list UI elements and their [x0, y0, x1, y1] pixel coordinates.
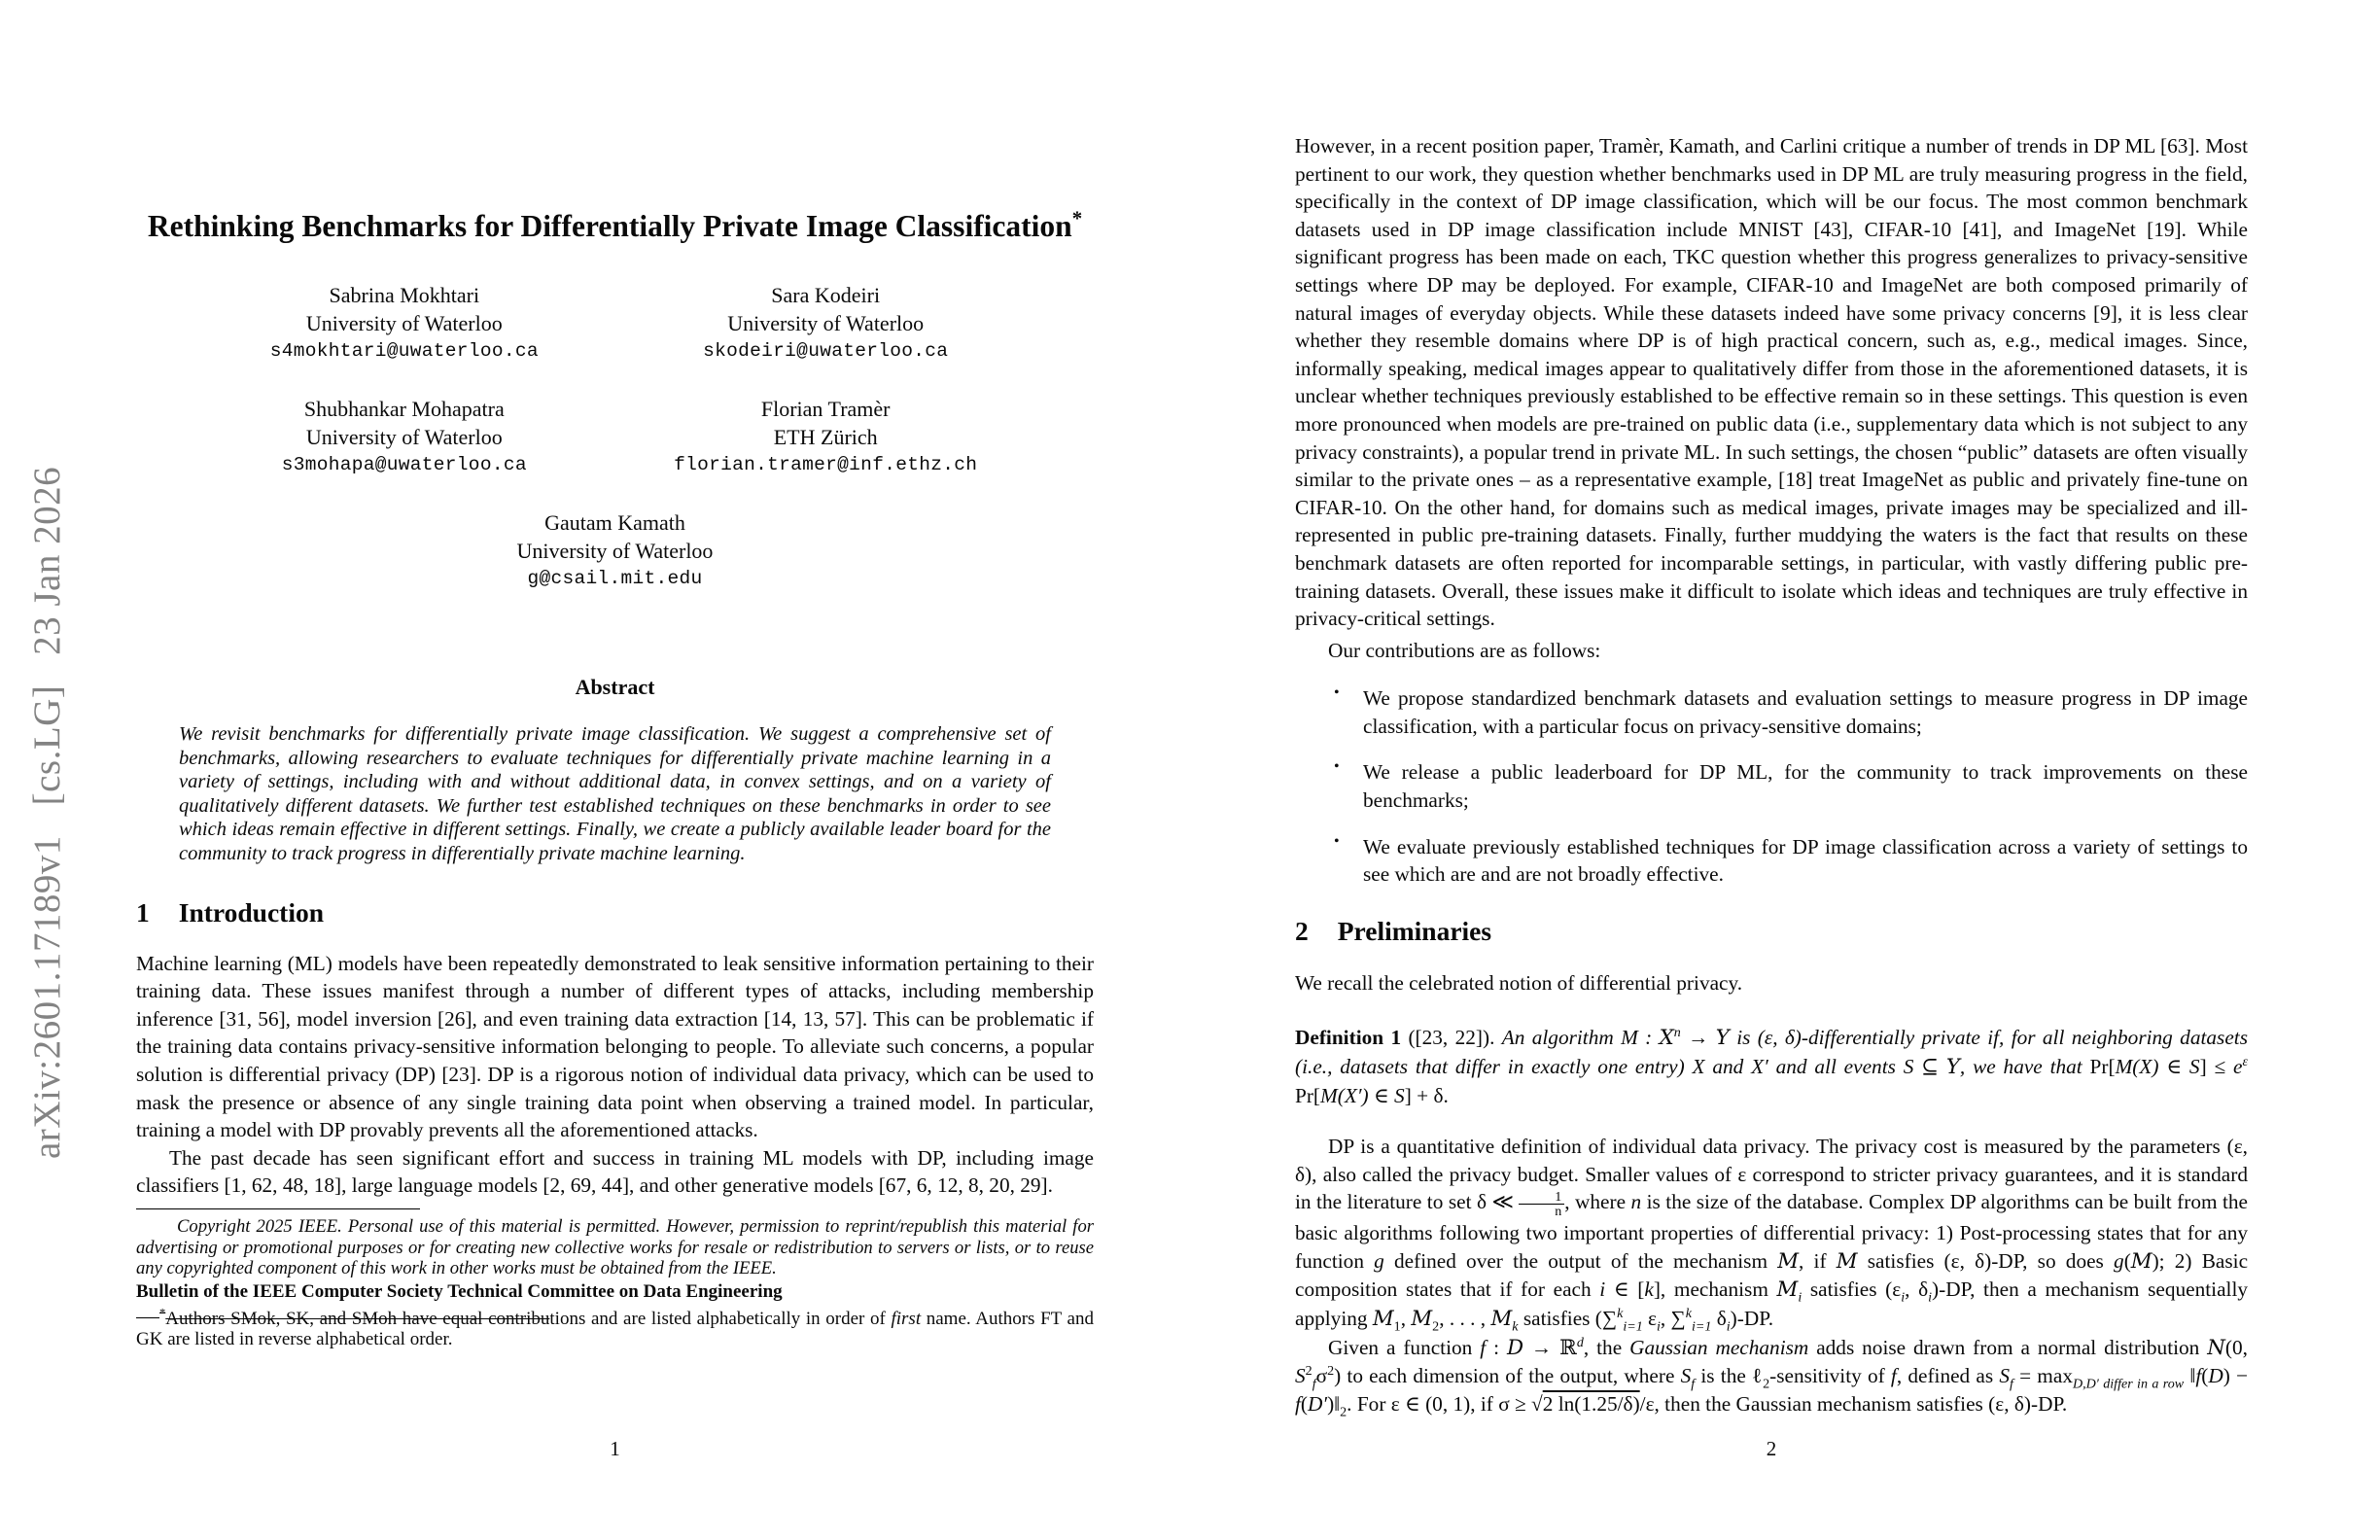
author-affiliation: University of Waterloo — [727, 311, 925, 335]
contributions-list — [1295, 684, 2248, 889]
section-heading-introduction — [136, 896, 1094, 929]
page-number-2: 2 — [1766, 1437, 1777, 1460]
intro-paragraph-1: Machine learning (ML) models have been repeatedly demonstrated to leak sensitive information pertaining to their training data. These issues manifest through a number of different types of attacks, including membership inference [31, 56], model inversion [26], and even training data extraction [14, 13, 57]. This can be problematic if the training data contains privacy-sensitive information belonging to people. To alleviate such concerns, a popular solution is differential privacy (DP) [23]. DP is a rigorous notion of individual data privacy, which can be used to mask the presence or absence of any single training data point when observing a trained model. In particular, training a model with DP provably prevents all the aforementioned attacks. — [136, 951, 1094, 1142]
author-row — [136, 281, 1094, 366]
author-email: skodeiri@uwaterloo.ca — [703, 340, 949, 362]
intro-paragraph-2: The past decade has seen significant effort and success in training ML models with DP, including image classifiers [1, 62, 48, 18], large language models [2, 69, 44], and other generative models [67, 6, 12, 8, 20, 29]. — [136, 1145, 1094, 1198]
list-item — [1295, 833, 2248, 889]
paper-title: Rethinking Benchmarks for Differentially Private Image Classification* — [147, 207, 1083, 243]
author-affiliation: University of Waterloo — [305, 425, 503, 449]
gaussian-mechanism-paragraph: Given a function f : D → ℝ$^d$, the Gaussian mechanism adds noise drawn from a normal distribution N(0, $S^2_f\sigma^2$) to each dimension of the output, where $S_f$ is the ℓ$_2$-sensitivity of f, defined as $S_f = \max_{D,D' differ in a row}$ ‖f(D) − $f(D')‖_2$. For ε ∈ (0, 1), if σ ≥ √2 ln(1.25/δ)/ε, then the Gaussian mechanism satisfies (ε, δ)-DP. — [1295, 1334, 2249, 1419]
page-2 — [1295, 0, 2249, 1460]
author-affiliation: ETH Zürich — [773, 425, 878, 449]
bullet-icon: • — [1334, 684, 1340, 702]
footnote-separator — [136, 1208, 420, 1209]
page-number-1: 1 — [610, 1437, 620, 1460]
author-row — [136, 395, 1094, 479]
author-name: Shubhankar Mohapatra — [303, 397, 505, 421]
author-card — [404, 508, 825, 593]
copyright-notice: Copyright 2025 IEEE. Personal use of this material is permitted. However, permission to reprint/republish this material for advertising or promotional purposes or for creating new collective works for resale or redistribution to servers or lists, or to reuse any copyrighted component of this work in other works must be obtained from the IEEE. — [136, 1215, 1094, 1279]
abstract-text: We revisit benchmarks for differentially private image classification. We suggest a comprehensive set of benchmarks, allowing researchers to evaluate techniques for differentially private machine learning in a variety of settings, including with and without additional data, in convex settings, and on a variety of qualitatively different datasets. We further test established techniques on these benchmarks in order to see which ideas remain effective in different settings. Finally, we create a publicly available leader board for the community to track progress in differentially private machine learning. — [179, 723, 1051, 864]
bulletin-line: Bulletin of the IEEE Computer Society Technical Committee on Data Engineering — [136, 1280, 783, 1302]
author-card — [615, 281, 1036, 366]
author-name: Sabrina Mokhtari — [329, 283, 480, 307]
section-number: 2 — [1295, 915, 1309, 946]
contribution-text: We evaluate previously established techniques for DP image classification across a variety of settings to see which are and are not broadly effective. — [1363, 834, 2248, 887]
dp-explanation-paragraph: DP is a quantitative definition of individual data privacy. The privacy cost is measured by the parameters (ε, δ), also called the privacy budget. Smaller values of ε correspond to stricter privacy guarantees, and it is standard in the literature to set δ ≪ $\frac{1}{n}$ , where n is the size of the database. Complex DP algorithms can be built from the basic algorithms following two important properties of differential privacy: 1) Post-processing states that for any function g defined over the output of the mechanism M, if M satisfies (ε, δ)-DP, so does g(M); 2) Basic composition states that if for each i ∈ [k], mechanism $M_i$ satisfies ($\varepsilon_i$, $\delta_i)-DP$, then a mechanism sequentially applying $M_1$, $M_2$, . . . , $M_k$ satisfies (∑$^k_{i=1}$ $\varepsilon_i$, ∑$^k_{i=1}$ $\delta_i)-DP$. — [1295, 1135, 2249, 1335]
bullet-icon: • — [1334, 832, 1340, 850]
author-row — [136, 508, 1094, 593]
abstract-heading: Abstract — [575, 675, 655, 699]
contribution-text: We propose standardized benchmark datasets and evaluation settings to measure progress in DP image classification, with a particular focus on privacy-sensitive domains; — [1363, 686, 2248, 738]
body-paragraph-critique: However, in a recent position paper, Tramèr, Kamath, and Carlini critique a number of trends in DP ML [63]. Most pertinent to our work, they question whether benchmarks used in DP ML are truly measuring progress in the field, specifically in the context of DP image classification, which will be our focus. The most common benchmark datasets used in DP image classification include MNIST [43], CIFAR-10 [41], and ImageNet [19]. While significant progress has been made on each, TKC question whether this progress generalizes to privacy-sensitive settings where DP may be deployed. For example, CIFAR-10 and ImageNet are both composed primarily of natural images of everyday objects. While these datasets indeed have some privacy concerns [9], it is less clear whether they resemble domains where DP is of high practical concern, such as, e.g., medical images. Since, informally speaking, medical images appear to qualitatively differ from those in the aforementioned datasets, it is unclear whether techniques previously established to be effective remain so in these settings. This question is even more pronounced when models are pre-trained on public data (i.e., supplementary data which is not subject to any privacy constraints), a popular trend in private ML. In such settings, the chosen “public” datasets are often visually similar to the private ones – as a representative example, [18] treat ImageNet as public and privately fine-tune on CIFAR-10. On the other hand, for domains such as medical images, private images may be specialized and ill-represented in public pre-training datasets. Finally, further muddying the waters is the fact that results on these benchmark datasets are often reported for incomparable settings, in particular, with vastly differing public pre-training datasets. Overall, these issues make it difficult to isolate which ideas and techniques are truly effective in privacy-critical settings. — [1295, 134, 2248, 631]
author-contribution-footnote — [136, 1306, 1094, 1351]
arxiv-watermark: arXiv:2601.17189v1 [cs.LG] 23 Jan 2026 — [26, 466, 68, 1159]
strike-line — [136, 1317, 159, 1319]
author-email: florian.tramer@inf.ethz.ch — [674, 454, 978, 475]
author-email: g@csail.mit.edu — [527, 568, 703, 589]
author-name: Sara Kodeiri — [771, 283, 881, 307]
author-block — [136, 281, 1094, 593]
author-email: s3mohapa@uwaterloo.ca — [281, 454, 527, 475]
author-name: Gautam Kamath — [544, 510, 685, 535]
contributions-intro: Our contributions are as follows: — [1328, 638, 1601, 662]
section-heading-preliminaries — [1295, 915, 2248, 948]
list-item — [1295, 758, 2248, 814]
section-number: 1 — [136, 896, 150, 928]
section-title: Introduction — [178, 896, 324, 928]
footnote-text: *Authors SMok, SK, and SMoh have equal contributions and are listed alphabetically in order of first name. Authors FT and GK are listed in reverse alphabetical order. — [136, 1306, 1094, 1350]
author-name: Florian Tramèr — [760, 397, 891, 421]
list-item — [1295, 684, 2248, 740]
author-affiliation: University of Waterloo — [516, 539, 714, 563]
author-card — [193, 395, 614, 479]
page-1 — [136, 0, 1094, 1460]
preliminaries-intro: We recall the celebrated notion of differential privacy. — [1295, 970, 1743, 995]
author-email: s4mokhtari@uwaterloo.ca — [269, 340, 539, 362]
definition-1: Definition 1 ([23, 22]). An algorithm M : $X^n \to Y$ is (ε, δ)-differentially private if, for all neighboring datasets (i.e., datasets that differ in exactly one entry) X and X′ and all events S ⊆ Y, we have that Pr[M(X) ∈ $S] \le e^\varepsilon$ Pr[M(X′) ∈ S] + δ. — [1295, 1025, 2248, 1107]
contribution-text: We release a public leaderboard for DP ML, for the community to track improvements on these benchmarks; — [1363, 760, 2248, 813]
author-card — [193, 281, 614, 366]
author-card — [615, 395, 1036, 479]
section-title: Preliminaries — [1337, 915, 1492, 946]
bullet-icon: • — [1334, 758, 1340, 776]
author-affiliation: University of Waterloo — [305, 311, 503, 335]
